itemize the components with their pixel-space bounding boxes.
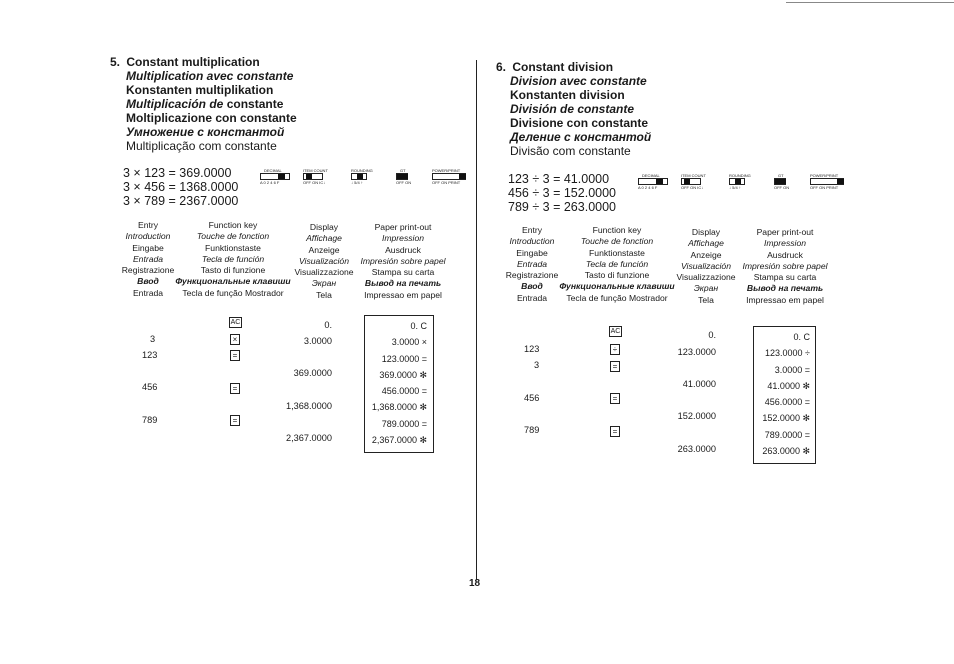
tape-line: 3.0000 =: [774, 364, 810, 375]
tape-line: 3.0000 ×: [391, 337, 427, 348]
item-count-switch: ITEM COUNT OFF ON IC↓: [681, 173, 706, 190]
display-value: 0.: [708, 330, 716, 340]
heading-de: Konstanten division: [510, 88, 625, 102]
display-value: 0.: [324, 320, 332, 330]
heading-fr: Multiplication avec constante: [126, 69, 294, 83]
tape-line: 41.0000 ✻: [767, 380, 810, 391]
left-switch-panel: [260, 168, 472, 192]
entry-value: 789: [142, 415, 158, 425]
heading-es: División de constante: [510, 102, 635, 116]
rounding-switch: ROUNDING ↓ 5/4 ↑: [729, 173, 751, 190]
entry-value: 456: [524, 393, 540, 403]
power-switch: POWER/PRINT OFF ON PRINT: [810, 173, 844, 190]
function-key-header: Function key Touche de fonction Funktionstaste Tecla de función Tasto di funzione Функциональные клавиши Tecla de função Mostrador: [559, 225, 675, 303]
equals-key: =: [230, 415, 240, 426]
entry-value: 3: [534, 360, 540, 370]
entry-value: 456: [142, 382, 158, 392]
tape-line: 789.0000 =: [764, 429, 810, 440]
paper-tape: [364, 315, 434, 453]
heading-es-suffix: constante: [226, 97, 284, 111]
section-number: 6.: [496, 60, 507, 74]
equation: 789 ÷ 3 = 263.0000: [508, 200, 616, 214]
tape-line: 369.0000 ✻: [379, 369, 427, 380]
decimal-switch: DECIMAL A 0 2 4 6 F: [638, 173, 668, 190]
right-switch-panel: [638, 173, 850, 197]
heading-ru: Деление с константой: [510, 130, 652, 144]
tape-line: 0. C: [410, 321, 427, 331]
tape-line: 2,367.0000 ✻: [371, 435, 427, 446]
paper-header: Paper print-out Impression Ausdruck Impresión sobre papel Stampa su carta Вывод на печать Impressao em papel: [742, 227, 828, 305]
tape-line: 456.0000 =: [764, 397, 810, 408]
top-rule: [786, 2, 954, 3]
display-value: 369.0000: [293, 368, 332, 378]
display-value: 1,368.0000: [286, 401, 332, 411]
left-equations: [123, 166, 238, 208]
equation: 3 × 789 = 2367.0000: [123, 194, 239, 208]
heading-pt: Divisão com constante: [510, 144, 631, 158]
heading-pt: Multiplicação com constante: [126, 139, 277, 153]
page-divider: [476, 60, 477, 580]
power-switch: POWER/PRINT OFF ON PRINT: [432, 168, 466, 185]
heading-it: Divisione con constante: [510, 116, 649, 130]
tape-line: 0. C: [793, 332, 810, 342]
display-header: Display Affichage Anzeige Visualización Visualizzazione Экран Tela: [676, 227, 736, 305]
heading-en: Constant multiplication: [126, 55, 260, 69]
equation: 456 ÷ 3 = 152.0000: [508, 186, 616, 200]
entry-value: 789: [524, 425, 540, 435]
gt-switch: GT OFF ON: [396, 168, 412, 185]
equals-key: =: [610, 393, 620, 404]
left-heading: [110, 55, 297, 153]
tape-line: 263.0000 ✻: [762, 446, 810, 457]
right-equations: [508, 172, 616, 214]
gt-switch: GT OFF ON: [774, 173, 790, 190]
right-heading: [496, 60, 651, 158]
function-key-header: Function key Touche de fonction Funktionstaste Tecla de función Tasto di funzione Функциональные клавиши Tecla de função Mostrador: [175, 220, 291, 298]
heading-es: Multiplicación de: [126, 97, 224, 111]
display-value: 152.0000: [677, 411, 716, 421]
ac-key: AC: [610, 328, 621, 335]
heading-ru: Умножение с константой: [126, 125, 285, 139]
equals-key: =: [230, 383, 240, 394]
equation: 3 × 123 = 369.0000: [123, 166, 232, 180]
heading-en: Constant division: [512, 60, 614, 74]
display-value: 41.0000: [682, 379, 716, 389]
equation: 3 × 456 = 1368.0000: [123, 180, 239, 194]
multiply-key: ×: [230, 334, 240, 345]
tape-line: 456.0000 =: [381, 386, 427, 397]
entry-header: Entry Introduction Eingabe Entrada Registrazione Ввод Entrada: [121, 220, 175, 298]
rounding-switch: ROUNDING ↓ 5/4 ↑: [351, 168, 373, 185]
heading-it: Moltiplicazione con constante: [126, 111, 297, 125]
entry-header: Entry Introduction Eingabe Entrada Registrazione Ввод Entrada: [505, 225, 559, 303]
tape-line: 1,368.0000 ✻: [371, 402, 427, 413]
tape-line: 152.0000 ✻: [762, 413, 810, 424]
page-number: 18: [469, 578, 481, 589]
item-count-switch: ITEM COUNT OFF ON IC↓: [303, 168, 328, 185]
divide-key: ÷: [610, 344, 620, 355]
paper-tape: [753, 326, 816, 464]
display-value: 2,367.0000: [286, 433, 332, 443]
equals-key: =: [610, 426, 620, 437]
heading-fr: Division avec constante: [510, 74, 647, 88]
display-value: 263.0000: [677, 444, 716, 454]
decimal-switch: DECIMAL A 0 2 4 6 F: [260, 168, 290, 185]
equals-key: =: [610, 361, 620, 372]
equation: 123 ÷ 3 = 41.0000: [508, 172, 610, 186]
display-header: Display Affichage Anzeige Visualización Visualizzazione Экран Tela: [294, 222, 354, 300]
section-number: 5.: [110, 55, 121, 69]
paper-header: Paper print-out Impression Ausdruck Impresión sobre papel Stampa su carta Вывод на печать Impressao em papel: [360, 222, 446, 300]
ac-key: AC: [230, 319, 241, 326]
tape-line: 123.0000 =: [381, 353, 427, 364]
display-value: 123.0000: [677, 347, 716, 357]
display-value: 3.0000: [303, 336, 332, 346]
tape-line: 123.0000 ÷: [765, 348, 810, 359]
entry-value: 123: [524, 344, 540, 354]
entry-value: 3: [150, 334, 156, 344]
tape-line: 789.0000 =: [381, 418, 427, 429]
entry-value: 123: [142, 350, 158, 360]
heading-de: Konstanten multiplikation: [126, 83, 274, 97]
equals-key: =: [230, 350, 240, 361]
